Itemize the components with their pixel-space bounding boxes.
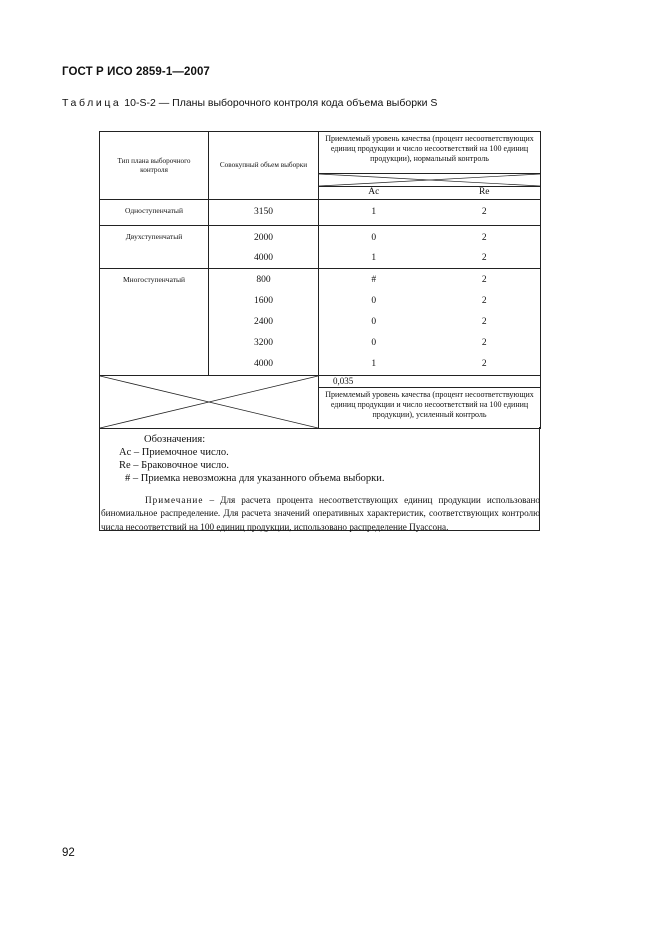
header-ac: Ac [319, 187, 429, 200]
re-cell: 2 [429, 247, 541, 269]
notes-title: Обозначения: [144, 434, 206, 445]
row-type-empty [100, 291, 209, 312]
remark [100, 494, 541, 534]
remark-text: – Для расчета процента несоответствующих единиц продукции использовано биномиальное распределение. Для расчета значений оперативных характеристик, соответствующих контролю числа несоответствий на 100 единиц продукции, использовано распределение Пуассона. [101, 495, 540, 532]
ac-cell: 0 [371, 337, 377, 348]
sample-size-cell: 2000 [209, 226, 319, 247]
row-type-empty [100, 354, 209, 376]
sample-size-cell: 3200 [209, 333, 319, 354]
cross-mark [100, 376, 318, 428]
re-cell: 2 [429, 226, 541, 247]
re-cell: 2 [429, 269, 541, 291]
sample-size-cell: 1600 [209, 291, 319, 312]
header-quality-normal: Приемлемый уровень качества (процент несоответствующих единиц продукции и число несоответствий на 100 единиц продукции), нормальный контроль [319, 132, 541, 174]
ac-cell: 1 [319, 354, 429, 376]
re-cell: 2 [429, 333, 541, 354]
header-plan-type: Тип плана выборочного контроля [100, 132, 209, 200]
sampling-plan-table [99, 131, 541, 429]
note-re [119, 460, 229, 471]
hash-symbol: # [125, 473, 131, 484]
aql-value: 0,035 [319, 376, 541, 388]
footer-empty-crossed [100, 376, 319, 429]
row-type: Двухступенчатый [100, 226, 209, 247]
sample-size-cell: 800 [209, 269, 319, 291]
row-type-empty [100, 247, 209, 269]
caption-text: 10-S-2 — Планы выборочного контроля кода объема выборки S [121, 97, 438, 109]
re-symbol: Re [119, 460, 131, 471]
ac-cell: 0 [371, 233, 377, 243]
ac-cell: 0 [371, 295, 377, 306]
row-type-empty [100, 312, 209, 333]
sample-size-cell: 3150 [209, 200, 319, 226]
re-description: – Браковочное число. [130, 460, 230, 471]
ac-cell: 0 [371, 316, 377, 327]
re-cell: 2 [429, 312, 541, 333]
re-cell: 2 [429, 200, 541, 226]
ac-cell: 1 [319, 200, 429, 226]
note-ac [119, 447, 229, 458]
page-number: 92 [62, 847, 75, 859]
note-hash [125, 473, 385, 484]
table-caption [62, 97, 437, 109]
header-empty-crossed [319, 174, 541, 187]
sample-size-cell: 4000 [209, 247, 319, 269]
caption-word: Таблица [62, 97, 122, 109]
sample-size-cell: 4000 [209, 354, 319, 376]
ac-symbol: Ac [119, 447, 132, 458]
notes-block [99, 427, 540, 531]
sample-size-cell: 2400 [209, 312, 319, 333]
ac-description: – Приемочное число. [131, 447, 229, 458]
re-cell: 2 [429, 291, 541, 312]
row-type-empty [100, 333, 209, 354]
row-type: Одноступенчатый [100, 200, 209, 226]
document-id: ГОСТ Р ИСО 2859-1—2007 [62, 66, 210, 78]
header-re: Re [429, 187, 541, 200]
header-sample-size: Совокупный объем выборки [209, 132, 319, 200]
re-cell: 2 [429, 354, 541, 376]
cross-mark [319, 174, 540, 186]
remark-word: Примечание [145, 495, 204, 505]
hash-description: – Приемка невозможна для указанного объема выборки. [130, 473, 385, 484]
row-type: Многоступенчатый [100, 269, 209, 291]
header-quality-tightened: Приемлемый уровень качества (процент несоответствующих единиц продукции и число несоответствий на 100 единиц продукции), усиленный контроль [319, 388, 541, 429]
ac-cell: # [371, 275, 377, 285]
ac-cell: 1 [319, 247, 429, 269]
